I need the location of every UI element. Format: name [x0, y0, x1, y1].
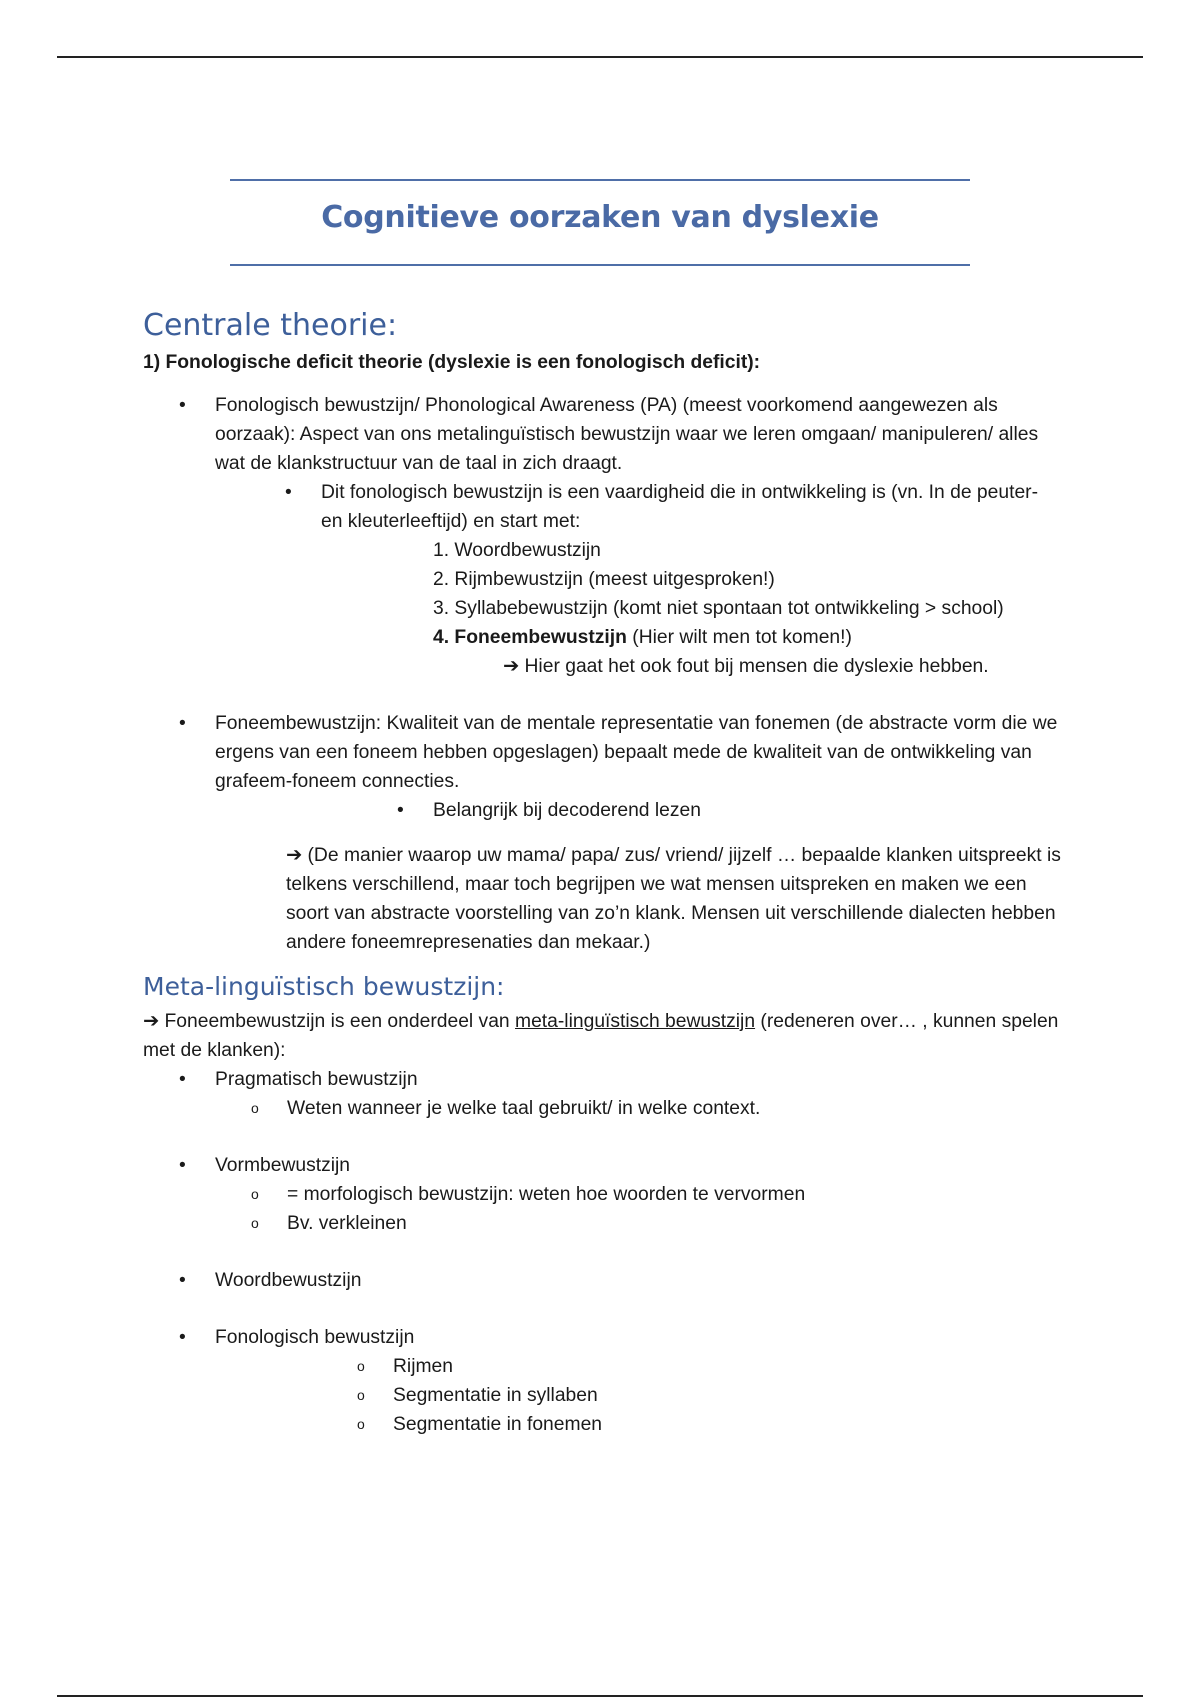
bullet-decoderend-lezen [143, 796, 1063, 825]
bullet-woord [143, 1266, 1063, 1295]
bullet-pragmatisch [143, 1065, 1063, 1094]
stage-4-label: 4. Foneembewustzijn [433, 627, 627, 648]
stage-3: 3. Syllabebewustzijn (komt niet spontaan tot ontwikkeling > school) [433, 598, 1004, 619]
bullet-marker: • [179, 1069, 186, 1090]
meta-linguistisch-term: meta-linguïstisch bewustzijn [515, 1011, 756, 1032]
bullet-text: Dit fonologisch bewustzijn is een vaardigheid die in ontwikkeling is (vn. In de peuter- en kleuterleeftijd) en start met: [321, 482, 1039, 532]
stage-4 [143, 623, 1063, 652]
bullet-text: Fonologisch bewustzijn [215, 1327, 415, 1348]
sub-vorm-1 [143, 1180, 1063, 1209]
sub-pragmatisch [143, 1094, 1063, 1123]
bullet-marker: • [179, 395, 186, 416]
bullet-text: Belangrijk bij decoderend lezen [433, 800, 701, 821]
sub-text: Segmentatie in fonemen [393, 1414, 603, 1435]
bullet-marker: • [179, 1327, 186, 1348]
circle-marker: o [251, 1100, 259, 1116]
sub-text: Segmentatie in syllaben [393, 1385, 598, 1406]
bullet-vorm [143, 1151, 1063, 1180]
subheading-fonologische-deficit: 1) Fonologische deficit theorie (dyslexie is een fonologisch deficit): [143, 352, 761, 373]
bullet-foneembewustzijn [143, 709, 1063, 796]
meta-intro-text: ➔ Foneembewustzijn is een onderdeel van [143, 1011, 516, 1032]
sub-text: = morfologisch bewustzijn: weten hoe woorden te vervormen [287, 1184, 806, 1205]
meta-intro-rest: (redeneren over… , kunnen spelen met de klanken): [143, 1011, 1059, 1061]
heading-meta-linguistisch: Meta-linguïstisch bewustzijn: [143, 972, 505, 1001]
bullet-phonological-awareness [143, 391, 1063, 478]
bullet-text: Vormbewustzijn [215, 1155, 351, 1176]
title-top-line [230, 179, 970, 181]
sub-text: Rijmen [393, 1356, 453, 1377]
document-title: Cognitieve oorzaken van dyslexie [321, 200, 879, 235]
bullet-marker: • [397, 800, 404, 821]
foneem-note: ➔ (De manier waarop uw mama/ papa/ zus/ vriend/ jijzelf … bepaalde klanken uitspreekt is telkens verschillend, maar toch begrijpen we wat mensen uitspreken en maken we een soort van abstracte voorstelling van zo’n klank. Mensen uit verschillende dialecten hebben andere foneemrepresenaties dan mekaar.) [286, 845, 1061, 953]
document-body [143, 300, 1063, 1439]
bullet-text: Foneembewustzijn: Kwaliteit van de mentale representatie van fonemen (de abstracte vorm die we ergens van een foneem hebben opgeslagen) bepaalt mede de kwaliteit van de ontwikkeling van grafeem-foneem connecties. [215, 713, 1058, 792]
sub-fonologisch-3 [143, 1410, 1063, 1439]
circle-marker: o [357, 1416, 365, 1432]
sub-fonologisch-1 [143, 1352, 1063, 1381]
circle-marker: o [251, 1215, 259, 1231]
stage-note: ➔ Hier gaat het ook fout bij mensen die dyslexie hebben. [503, 656, 989, 677]
sub-fonologisch-2 [143, 1381, 1063, 1410]
bullet-text: Fonologisch bewustzijn/ Phonological Awareness (PA) (meest voorkomend aangewezen als oorzaak): Aspect van ons metalinguïstisch bewustzijn waar we leren omgaan/ manipuleren/ alles wat de klankstructuur van de taal in zich draagt. [215, 395, 1039, 474]
stage-4-text: (Hier wilt men tot komen!) [626, 627, 852, 648]
sub-text: Weten wanneer je welke taal gebruikt/ in welke context. [287, 1098, 761, 1119]
bullet-text: Woordbewustzijn [215, 1270, 362, 1291]
stage-2: 2. Rijmbewustzijn (meest uitgesproken!) [433, 569, 775, 590]
stage-1: 1. Woordbewustzijn [433, 540, 601, 561]
bullet-marker: • [179, 1270, 186, 1291]
meta-intro [143, 1007, 1063, 1065]
bullet-marker: • [179, 713, 186, 734]
bullet-pa-development [143, 478, 1063, 536]
sub-vorm-2 [143, 1209, 1063, 1238]
page-top-rule [57, 56, 1143, 58]
bullet-marker: • [179, 1155, 186, 1176]
sub-text: Bv. verkleinen [287, 1213, 407, 1234]
bullet-marker: • [285, 482, 292, 503]
bullet-fonologisch [143, 1323, 1063, 1352]
page-bottom-rule [57, 1695, 1143, 1697]
heading-centrale-theorie: Centrale theorie: [143, 308, 398, 343]
circle-marker: o [357, 1358, 365, 1374]
bullet-text: Pragmatisch bewustzijn [215, 1069, 418, 1090]
circle-marker: o [357, 1387, 365, 1403]
title-bottom-line [230, 264, 970, 266]
circle-marker: o [251, 1186, 259, 1202]
